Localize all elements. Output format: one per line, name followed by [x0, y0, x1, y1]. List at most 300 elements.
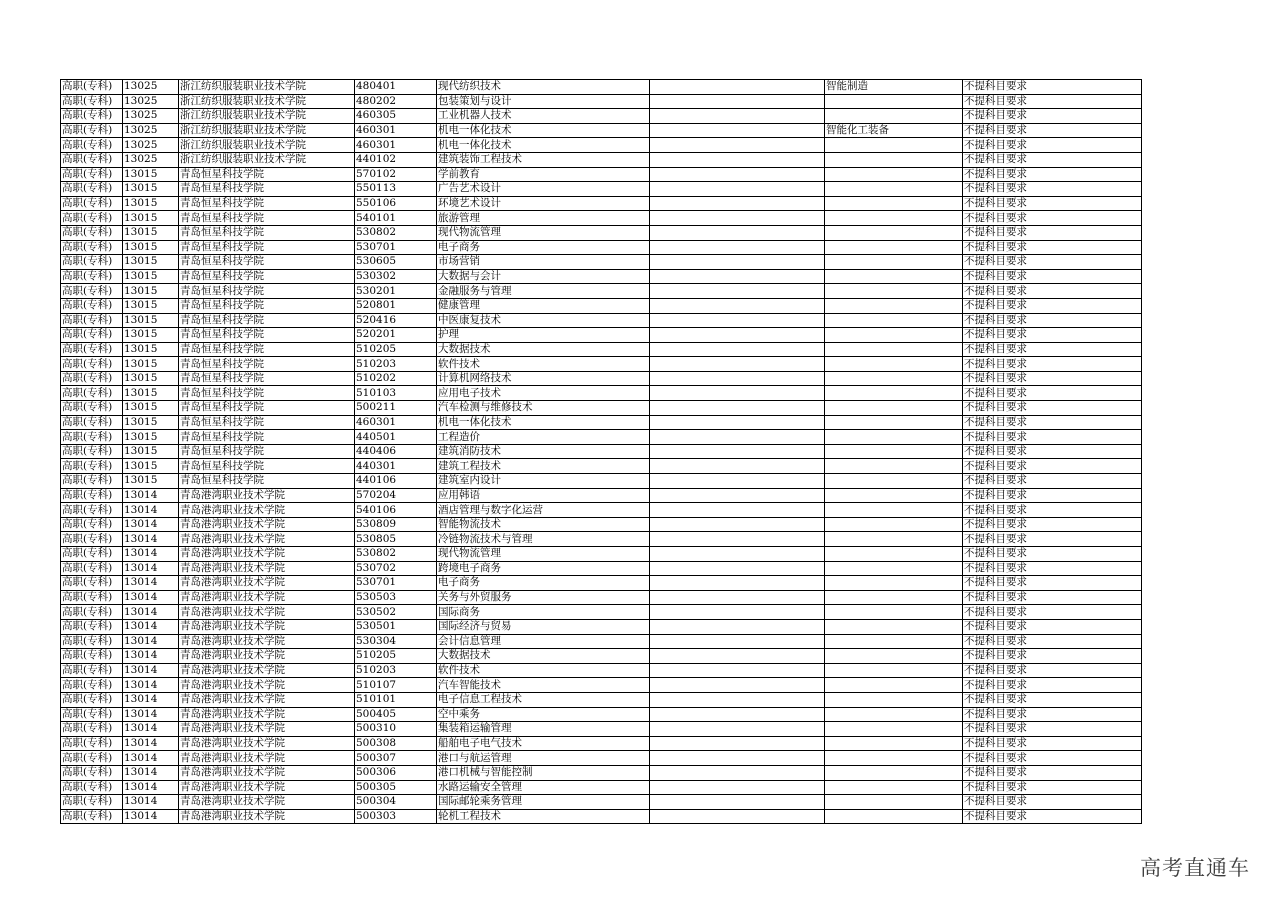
major-name-cell: 护理 [437, 328, 650, 343]
major-code-cell: 500304 [355, 795, 437, 810]
major-name-cell: 国际经济与贸易 [437, 619, 650, 634]
note-cell [650, 342, 825, 357]
school-name-cell: 浙江纺织服装职业技术学院 [179, 138, 355, 153]
major-code-cell: 440301 [355, 459, 437, 474]
direction-cell [825, 605, 963, 620]
major-code-cell: 530802 [355, 547, 437, 562]
major-name-cell: 集装箱运输管理 [437, 722, 650, 737]
table-row [61, 269, 1142, 284]
school-name-cell: 青岛恒星科技学院 [179, 444, 355, 459]
note-cell [650, 211, 825, 226]
major-name-cell: 国际商务 [437, 605, 650, 620]
major-code-cell: 500303 [355, 809, 437, 824]
school-code-cell: 13014 [123, 649, 179, 664]
school-code-cell: 13014 [123, 503, 179, 518]
school-name-cell: 浙江纺织服装职业技术学院 [179, 109, 355, 124]
school-code-cell: 13014 [123, 765, 179, 780]
note-cell [650, 795, 825, 810]
subject-requirement-cell: 不提科目要求 [963, 474, 1142, 489]
table-row [61, 722, 1142, 737]
school-name-cell: 浙江纺织服装职业技术学院 [179, 123, 355, 138]
major-code-cell: 530605 [355, 255, 437, 270]
note-cell [650, 284, 825, 299]
school-code-cell: 13014 [123, 678, 179, 693]
major-name-cell: 船舶电子电气技术 [437, 736, 650, 751]
level-cell: 高职(专科) [61, 109, 123, 124]
direction-cell [825, 342, 963, 357]
major-code-cell: 570102 [355, 167, 437, 182]
school-name-cell: 青岛港湾职业技术学院 [179, 809, 355, 824]
table-row [61, 444, 1142, 459]
school-name-cell: 浙江纺织服装职业技术学院 [179, 80, 355, 95]
school-name-cell: 青岛港湾职业技术学院 [179, 605, 355, 620]
table-row [61, 678, 1142, 693]
table-row [61, 605, 1142, 620]
table-row [61, 342, 1142, 357]
level-cell: 高职(专科) [61, 678, 123, 693]
school-name-cell: 青岛恒星科技学院 [179, 255, 355, 270]
direction-cell [825, 328, 963, 343]
school-name-cell: 浙江纺织服装职业技术学院 [179, 94, 355, 109]
table-row [61, 328, 1142, 343]
school-code-cell: 13015 [123, 269, 179, 284]
note-cell [650, 532, 825, 547]
note-cell [650, 517, 825, 532]
major-code-cell: 480401 [355, 80, 437, 95]
major-name-cell: 电子商务 [437, 576, 650, 591]
school-name-cell: 青岛港湾职业技术学院 [179, 547, 355, 562]
major-name-cell: 计算机网络技术 [437, 371, 650, 386]
school-name-cell: 青岛恒星科技学院 [179, 386, 355, 401]
note-cell [650, 386, 825, 401]
direction-cell [825, 634, 963, 649]
subject-requirement-cell: 不提科目要求 [963, 225, 1142, 240]
note-cell [650, 94, 825, 109]
enrollment-table [60, 79, 1142, 824]
major-name-cell: 软件技术 [437, 663, 650, 678]
major-name-cell: 建筑消防技术 [437, 444, 650, 459]
school-code-cell: 13014 [123, 532, 179, 547]
major-code-cell: 530201 [355, 284, 437, 299]
table-row [61, 576, 1142, 591]
subject-requirement-cell: 不提科目要求 [963, 138, 1142, 153]
level-cell: 高职(专科) [61, 649, 123, 664]
level-cell: 高职(专科) [61, 444, 123, 459]
school-name-cell: 青岛港湾职业技术学院 [179, 692, 355, 707]
watermark: 高考直通车 [1140, 856, 1250, 880]
direction-cell [825, 722, 963, 737]
subject-requirement-cell: 不提科目要求 [963, 123, 1142, 138]
school-code-cell: 13014 [123, 561, 179, 576]
major-name-cell: 机电一体化技术 [437, 123, 650, 138]
major-code-cell: 460301 [355, 415, 437, 430]
major-code-cell: 500307 [355, 751, 437, 766]
table-row [61, 751, 1142, 766]
major-code-cell: 530701 [355, 240, 437, 255]
level-cell: 高职(专科) [61, 503, 123, 518]
level-cell: 高职(专科) [61, 211, 123, 226]
major-name-cell: 工程造价 [437, 430, 650, 445]
major-code-cell: 440102 [355, 152, 437, 167]
direction-cell [825, 663, 963, 678]
level-cell: 高职(专科) [61, 386, 123, 401]
level-cell: 高职(专科) [61, 123, 123, 138]
major-code-cell: 440106 [355, 474, 437, 489]
major-code-cell: 530701 [355, 576, 437, 591]
school-code-cell: 13015 [123, 182, 179, 197]
major-code-cell: 520201 [355, 328, 437, 343]
level-cell: 高职(专科) [61, 167, 123, 182]
direction-cell [825, 240, 963, 255]
school-code-cell: 13015 [123, 357, 179, 372]
direction-cell [825, 255, 963, 270]
table-row [61, 298, 1142, 313]
level-cell: 高职(专科) [61, 474, 123, 489]
school-name-cell: 青岛港湾职业技术学院 [179, 780, 355, 795]
school-code-cell: 13015 [123, 240, 179, 255]
school-name-cell: 青岛港湾职业技术学院 [179, 751, 355, 766]
note-cell [650, 692, 825, 707]
school-name-cell: 青岛港湾职业技术学院 [179, 736, 355, 751]
level-cell: 高职(专科) [61, 532, 123, 547]
school-name-cell: 青岛恒星科技学院 [179, 401, 355, 416]
table-row [61, 401, 1142, 416]
direction-cell [825, 196, 963, 211]
note-cell [650, 196, 825, 211]
table-row [61, 619, 1142, 634]
major-code-cell: 460301 [355, 123, 437, 138]
table-row [61, 503, 1142, 518]
school-code-cell: 13025 [123, 152, 179, 167]
school-name-cell: 浙江纺织服装职业技术学院 [179, 152, 355, 167]
level-cell: 高职(专科) [61, 80, 123, 95]
table-row [61, 371, 1142, 386]
school-name-cell: 青岛港湾职业技术学院 [179, 590, 355, 605]
subject-requirement-cell: 不提科目要求 [963, 415, 1142, 430]
level-cell: 高职(专科) [61, 415, 123, 430]
major-name-cell: 国际邮轮乘务管理 [437, 795, 650, 810]
major-code-cell: 530502 [355, 605, 437, 620]
note-cell [650, 313, 825, 328]
note-cell [650, 590, 825, 605]
note-cell [650, 357, 825, 372]
subject-requirement-cell: 不提科目要求 [963, 444, 1142, 459]
table-row [61, 240, 1142, 255]
direction-cell [825, 182, 963, 197]
school-code-cell: 13015 [123, 371, 179, 386]
major-code-cell: 440406 [355, 444, 437, 459]
subject-requirement-cell: 不提科目要求 [963, 605, 1142, 620]
level-cell: 高职(专科) [61, 182, 123, 197]
major-name-cell: 广告艺术设计 [437, 182, 650, 197]
major-code-cell: 510203 [355, 663, 437, 678]
note-cell [650, 415, 825, 430]
direction-cell [825, 692, 963, 707]
school-code-cell: 13014 [123, 692, 179, 707]
school-code-cell: 13014 [123, 517, 179, 532]
level-cell: 高职(专科) [61, 152, 123, 167]
level-cell: 高职(专科) [61, 692, 123, 707]
major-name-cell: 港口与航运管理 [437, 751, 650, 766]
school-code-cell: 13015 [123, 313, 179, 328]
direction-cell [825, 109, 963, 124]
direction-cell [825, 532, 963, 547]
direction-cell [825, 619, 963, 634]
school-code-cell: 13015 [123, 386, 179, 401]
school-code-cell: 13014 [123, 780, 179, 795]
major-code-cell: 550113 [355, 182, 437, 197]
level-cell: 高职(专科) [61, 240, 123, 255]
level-cell: 高职(专科) [61, 401, 123, 416]
direction-cell [825, 780, 963, 795]
direction-cell [825, 795, 963, 810]
note-cell [650, 678, 825, 693]
table-row [61, 225, 1142, 240]
note-cell [650, 488, 825, 503]
subject-requirement-cell: 不提科目要求 [963, 94, 1142, 109]
direction-cell [825, 138, 963, 153]
subject-requirement-cell: 不提科目要求 [963, 619, 1142, 634]
major-code-cell: 510205 [355, 649, 437, 664]
school-code-cell: 13015 [123, 459, 179, 474]
subject-requirement-cell: 不提科目要求 [963, 532, 1142, 547]
direction-cell [825, 167, 963, 182]
subject-requirement-cell: 不提科目要求 [963, 765, 1142, 780]
level-cell: 高职(专科) [61, 780, 123, 795]
direction-cell: 智能化工装备 [825, 123, 963, 138]
school-name-cell: 青岛港湾职业技术学院 [179, 649, 355, 664]
school-code-cell: 13015 [123, 474, 179, 489]
school-code-cell: 13014 [123, 751, 179, 766]
school-name-cell: 青岛港湾职业技术学院 [179, 576, 355, 591]
major-name-cell: 港口机械与智能控制 [437, 765, 650, 780]
major-code-cell: 530503 [355, 590, 437, 605]
note-cell [650, 649, 825, 664]
subject-requirement-cell: 不提科目要求 [963, 736, 1142, 751]
major-name-cell: 大数据技术 [437, 342, 650, 357]
major-name-cell: 电子信息工程技术 [437, 692, 650, 707]
note-cell [650, 123, 825, 138]
major-name-cell: 市场营销 [437, 255, 650, 270]
level-cell: 高职(专科) [61, 269, 123, 284]
school-code-cell: 13014 [123, 576, 179, 591]
direction-cell [825, 765, 963, 780]
level-cell: 高职(专科) [61, 751, 123, 766]
school-name-cell: 青岛恒星科技学院 [179, 313, 355, 328]
table-row [61, 532, 1142, 547]
subject-requirement-cell: 不提科目要求 [963, 182, 1142, 197]
note-cell [650, 298, 825, 313]
school-name-cell: 青岛恒星科技学院 [179, 196, 355, 211]
level-cell: 高职(专科) [61, 488, 123, 503]
school-name-cell: 青岛港湾职业技术学院 [179, 619, 355, 634]
major-code-cell: 530805 [355, 532, 437, 547]
direction-cell [825, 751, 963, 766]
table-row [61, 692, 1142, 707]
table-row [61, 386, 1142, 401]
table-row [61, 415, 1142, 430]
subject-requirement-cell: 不提科目要求 [963, 663, 1142, 678]
subject-requirement-cell: 不提科目要求 [963, 809, 1142, 824]
school-name-cell: 青岛恒星科技学院 [179, 182, 355, 197]
school-code-cell: 13014 [123, 488, 179, 503]
table-row [61, 357, 1142, 372]
level-cell: 高职(专科) [61, 357, 123, 372]
direction-cell [825, 357, 963, 372]
school-code-cell: 13015 [123, 225, 179, 240]
major-name-cell: 现代物流管理 [437, 547, 650, 562]
level-cell: 高职(专科) [61, 634, 123, 649]
major-code-cell: 500310 [355, 722, 437, 737]
direction-cell [825, 386, 963, 401]
school-code-cell: 13015 [123, 430, 179, 445]
direction-cell [825, 503, 963, 518]
school-code-cell: 13014 [123, 795, 179, 810]
school-name-cell: 青岛恒星科技学院 [179, 357, 355, 372]
school-code-cell: 13025 [123, 123, 179, 138]
table-row [61, 474, 1142, 489]
major-name-cell: 学前教育 [437, 167, 650, 182]
level-cell: 高职(专科) [61, 225, 123, 240]
direction-cell [825, 474, 963, 489]
school-code-cell: 13014 [123, 634, 179, 649]
table-row [61, 547, 1142, 562]
school-code-cell: 13014 [123, 736, 179, 751]
note-cell [650, 328, 825, 343]
subject-requirement-cell: 不提科目要求 [963, 328, 1142, 343]
level-cell: 高职(专科) [61, 590, 123, 605]
school-name-cell: 青岛恒星科技学院 [179, 225, 355, 240]
school-name-cell: 青岛港湾职业技术学院 [179, 532, 355, 547]
major-code-cell: 520801 [355, 298, 437, 313]
subject-requirement-cell: 不提科目要求 [963, 269, 1142, 284]
table-row [61, 517, 1142, 532]
school-code-cell: 13014 [123, 605, 179, 620]
major-code-cell: 530302 [355, 269, 437, 284]
direction-cell [825, 430, 963, 445]
table-row [61, 649, 1142, 664]
major-code-cell: 550106 [355, 196, 437, 211]
direction-cell [825, 152, 963, 167]
note-cell [650, 722, 825, 737]
level-cell: 高职(专科) [61, 619, 123, 634]
major-name-cell: 健康管理 [437, 298, 650, 313]
school-name-cell: 青岛港湾职业技术学院 [179, 722, 355, 737]
major-code-cell: 480202 [355, 94, 437, 109]
note-cell [650, 138, 825, 153]
note-cell [650, 780, 825, 795]
subject-requirement-cell: 不提科目要求 [963, 751, 1142, 766]
major-name-cell: 金融服务与管理 [437, 284, 650, 299]
major-code-cell: 530702 [355, 561, 437, 576]
subject-requirement-cell: 不提科目要求 [963, 357, 1142, 372]
major-code-cell: 440501 [355, 430, 437, 445]
table-row [61, 634, 1142, 649]
level-cell: 高职(专科) [61, 284, 123, 299]
major-name-cell: 空中乘务 [437, 707, 650, 722]
school-code-cell: 13015 [123, 284, 179, 299]
direction-cell [825, 269, 963, 284]
school-code-cell: 13015 [123, 298, 179, 313]
table-row [61, 94, 1142, 109]
subject-requirement-cell: 不提科目要求 [963, 386, 1142, 401]
school-code-cell: 13014 [123, 722, 179, 737]
direction-cell [825, 590, 963, 605]
table-row [61, 590, 1142, 605]
table-row [61, 167, 1142, 182]
school-code-cell: 13015 [123, 328, 179, 343]
subject-requirement-cell: 不提科目要求 [963, 576, 1142, 591]
major-name-cell: 应用电子技术 [437, 386, 650, 401]
table-body [61, 80, 1142, 824]
school-code-cell: 13014 [123, 619, 179, 634]
major-name-cell: 电子商务 [437, 240, 650, 255]
note-cell [650, 80, 825, 95]
direction-cell [825, 678, 963, 693]
subject-requirement-cell: 不提科目要求 [963, 167, 1142, 182]
note-cell [650, 459, 825, 474]
school-name-cell: 青岛港湾职业技术学院 [179, 517, 355, 532]
school-code-cell: 13015 [123, 196, 179, 211]
school-code-cell: 13014 [123, 707, 179, 722]
major-code-cell: 540101 [355, 211, 437, 226]
subject-requirement-cell: 不提科目要求 [963, 780, 1142, 795]
major-name-cell: 建筑装饰工程技术 [437, 152, 650, 167]
direction-cell [825, 561, 963, 576]
level-cell: 高职(专科) [61, 576, 123, 591]
table-row [61, 284, 1142, 299]
table-row [61, 313, 1142, 328]
major-code-cell: 500306 [355, 765, 437, 780]
subject-requirement-cell: 不提科目要求 [963, 547, 1142, 562]
school-name-cell: 青岛港湾职业技术学院 [179, 765, 355, 780]
school-name-cell: 青岛恒星科技学院 [179, 284, 355, 299]
major-code-cell: 510203 [355, 357, 437, 372]
subject-requirement-cell: 不提科目要求 [963, 561, 1142, 576]
note-cell [650, 182, 825, 197]
subject-requirement-cell: 不提科目要求 [963, 430, 1142, 445]
major-code-cell: 540106 [355, 503, 437, 518]
note-cell [650, 809, 825, 824]
subject-requirement-cell: 不提科目要求 [963, 109, 1142, 124]
level-cell: 高职(专科) [61, 663, 123, 678]
school-name-cell: 青岛恒星科技学院 [179, 269, 355, 284]
level-cell: 高职(专科) [61, 809, 123, 824]
school-name-cell: 青岛恒星科技学院 [179, 298, 355, 313]
subject-requirement-cell: 不提科目要求 [963, 80, 1142, 95]
note-cell [650, 269, 825, 284]
note-cell [650, 605, 825, 620]
note-cell [650, 225, 825, 240]
table-row [61, 809, 1142, 824]
major-name-cell: 环境艺术设计 [437, 196, 650, 211]
level-cell: 高职(专科) [61, 795, 123, 810]
major-code-cell: 510101 [355, 692, 437, 707]
note-cell [650, 167, 825, 182]
school-name-cell: 青岛恒星科技学院 [179, 240, 355, 255]
school-code-cell: 13015 [123, 167, 179, 182]
subject-requirement-cell: 不提科目要求 [963, 503, 1142, 518]
school-code-cell: 13015 [123, 211, 179, 226]
note-cell [650, 109, 825, 124]
school-code-cell: 13014 [123, 809, 179, 824]
table-row [61, 488, 1142, 503]
school-name-cell: 青岛恒星科技学院 [179, 474, 355, 489]
major-code-cell: 520416 [355, 313, 437, 328]
note-cell [650, 751, 825, 766]
major-name-cell: 软件技术 [437, 357, 650, 372]
direction-cell [825, 94, 963, 109]
